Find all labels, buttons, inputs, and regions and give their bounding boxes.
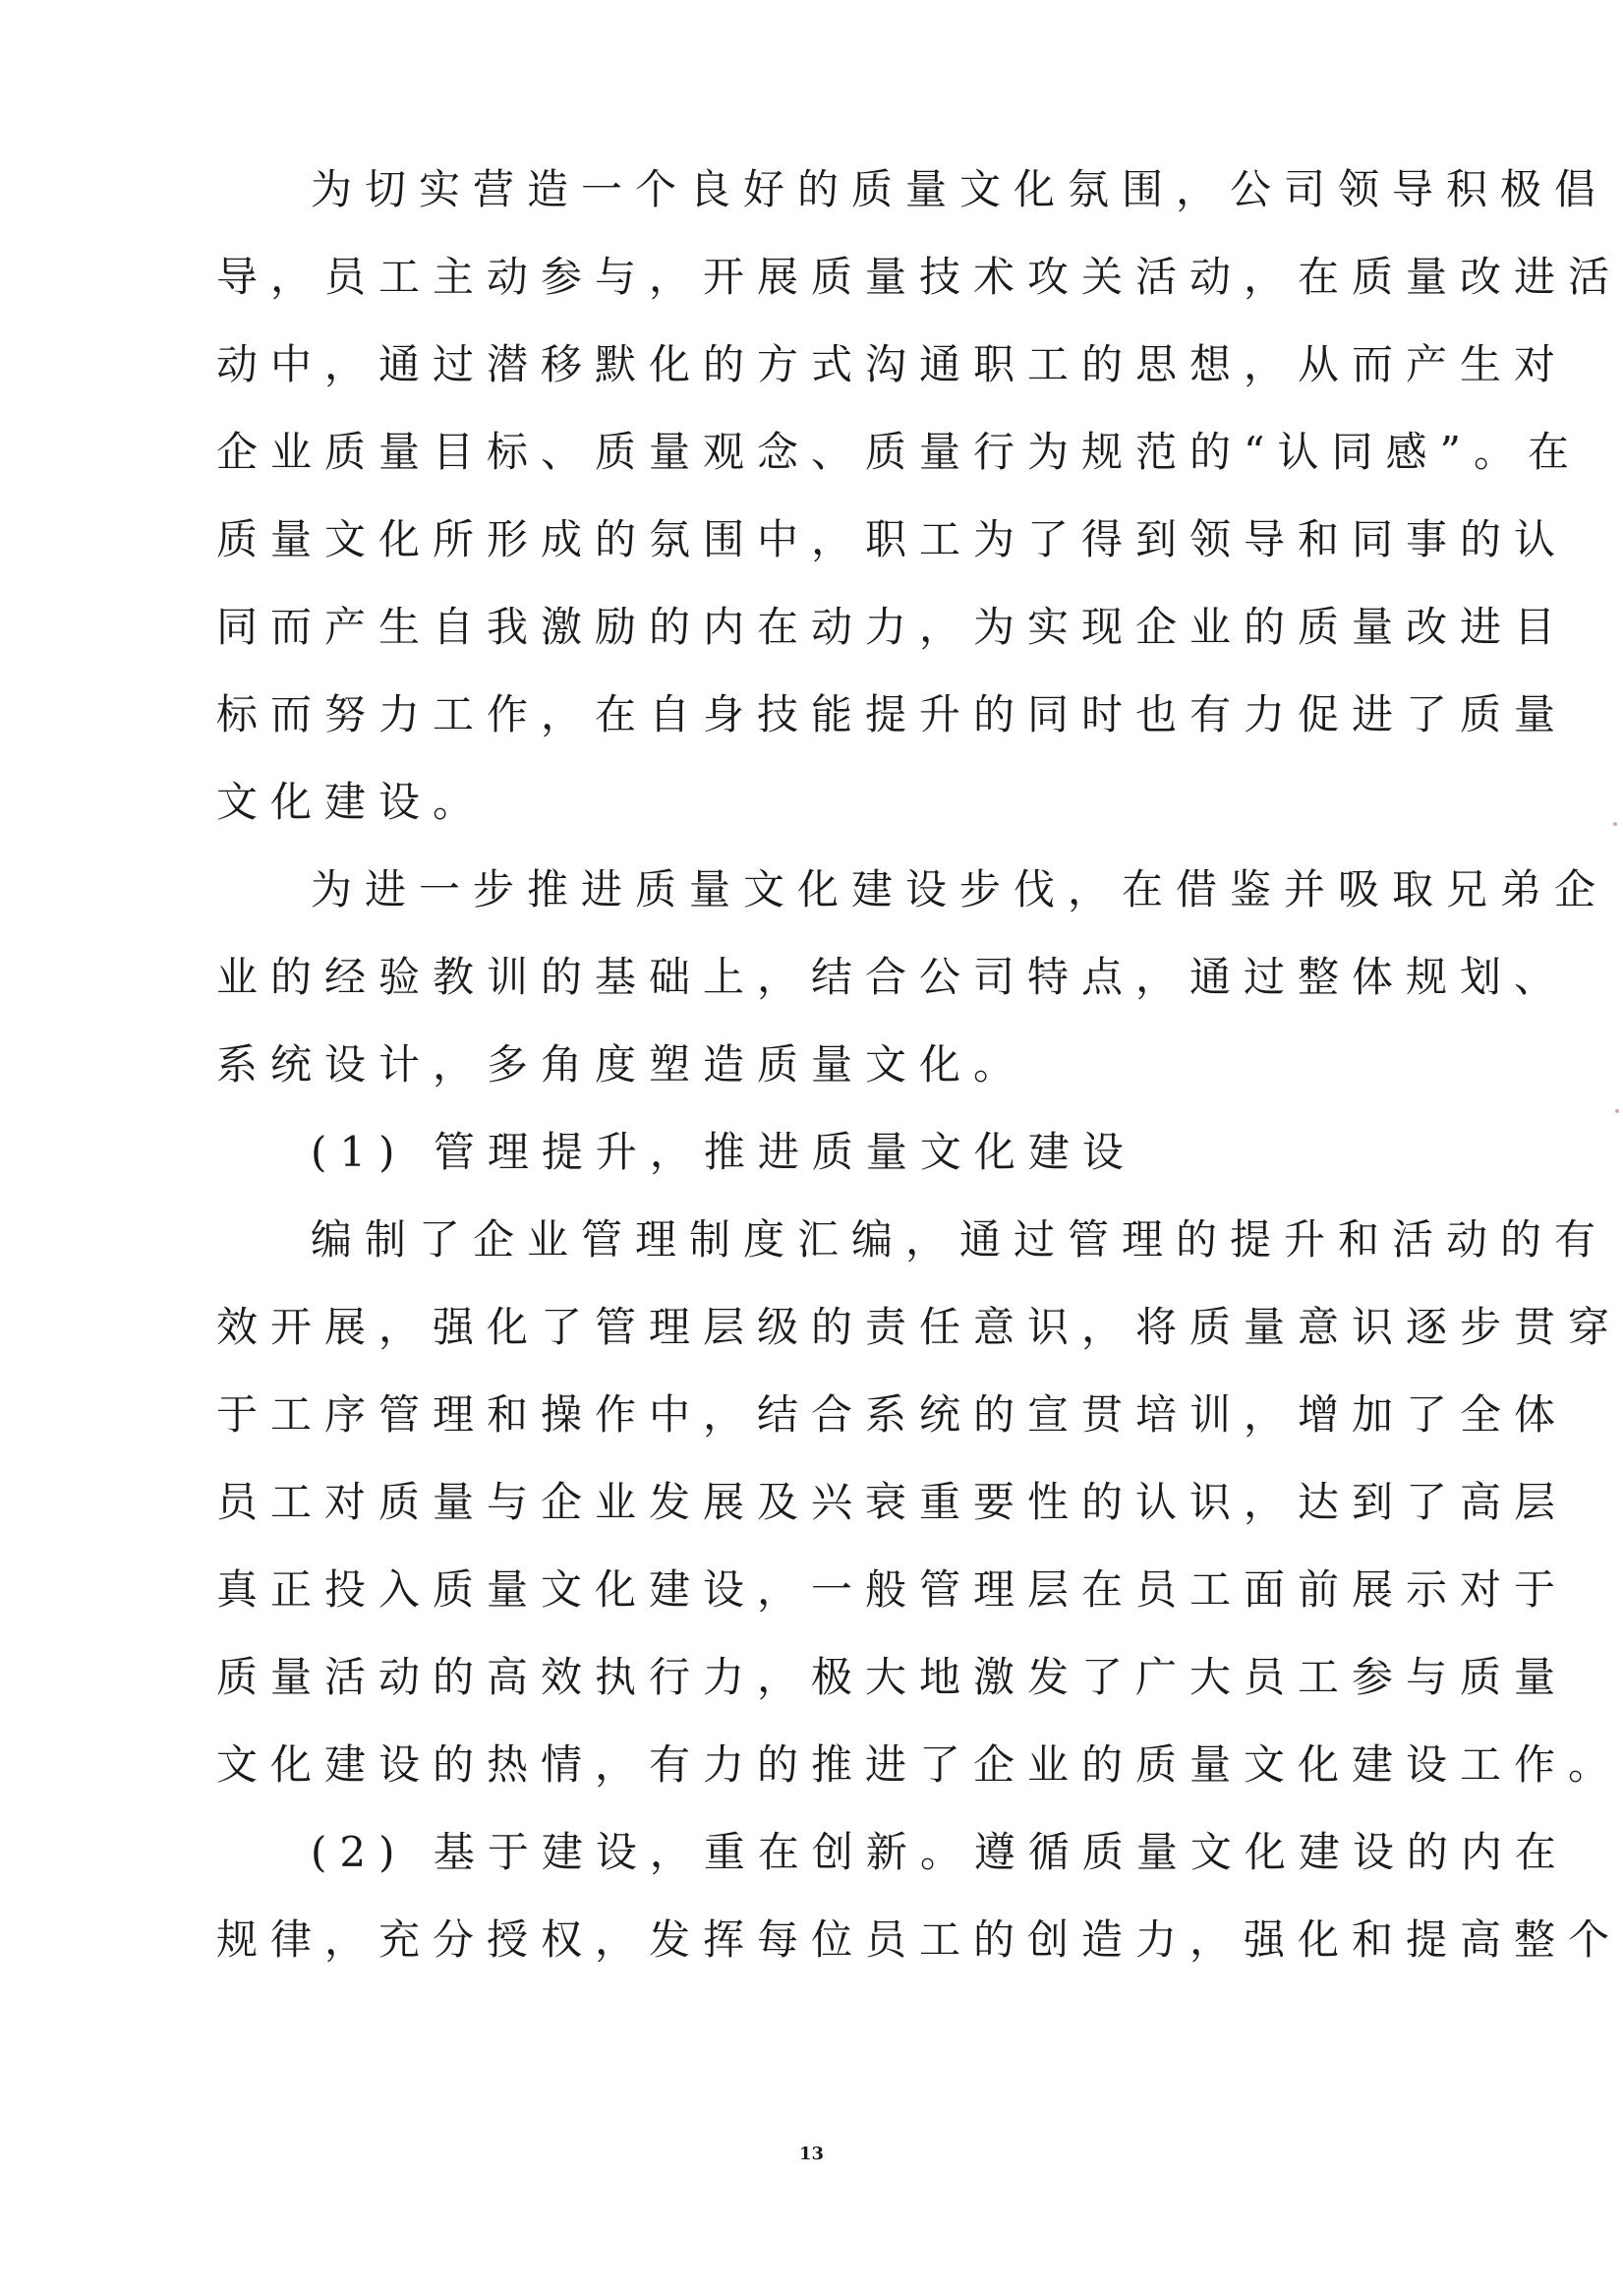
body-text <box>216 146 1623 1983</box>
paragraph-4-line-2: 规律，充分授权，发挥每位员工的创造力，强化和提高整个 <box>216 1915 1623 1964</box>
paragraph-3-line-2: 效开展，强化了管理层级的责任意识，将质量意识逐步贯穿 <box>216 1303 1623 1351</box>
paragraph-1-line-8: 文化建设。 <box>216 778 488 826</box>
scan-mark <box>1615 1109 1619 1113</box>
paragraph-4-line-1: (2) 基于建设，重在创新。遵循质量文化建设的内在 <box>311 1828 1569 1876</box>
paragraph-1-line-2: 导，员工主动参与，开展质量技术攻关活动，在质量改进活 <box>216 253 1623 301</box>
paragraph-1-line-5: 质量文化所形成的氛围中，职工为了得到领导和同事的认 <box>216 515 1569 563</box>
paragraph-1-line-4: 企业质量目标、质量观念、质量行为规范的“认同感”。在 <box>216 428 1582 476</box>
paragraph-3-line-5: 真正投入质量文化建设，一般管理层在员工面前展示对于 <box>216 1565 1569 1614</box>
paragraph-3-line-7: 文化建设的热情，有力的推进了企业的质量文化建设工作。 <box>216 1740 1623 1789</box>
paragraph-2-line-3: 系统设计，多角度塑造质量文化。 <box>216 1040 1028 1089</box>
page-number: 13 <box>798 2144 825 2164</box>
paragraph-1-line-7: 标而努力工作，在自身技能提升的同时也有力促进了质量 <box>216 690 1569 738</box>
paragraph-3-line-4: 员工对质量与企业发展及兴衰重要性的认识，达到了高层 <box>216 1478 1569 1526</box>
section-heading-1: (1) 管理提升，推进质量文化建设 <box>311 1128 1136 1176</box>
paragraph-2-line-1: 为进一步推进质量文化建设步伐，在借鉴并吸取兄弟企 <box>311 865 1609 913</box>
paragraph-2-line-2: 业的经验教训的基础上，结合公司特点，通过整体规划、 <box>216 953 1569 1001</box>
paragraph-1-line-1: 为切实营造一个良好的质量文化氛围，公司领导积极倡 <box>311 165 1609 213</box>
paragraph-3-line-1: 编制了企业管理制度汇编，通过管理的提升和活动的有 <box>311 1215 1609 1264</box>
paragraph-1-line-6: 同而产生自我激励的内在动力，为实现企业的质量改进目 <box>216 603 1569 651</box>
scan-mark <box>1613 822 1617 826</box>
paragraph-3-line-3: 于工序管理和操作中，结合系统的宣贯培训，增加了全体 <box>216 1390 1569 1439</box>
paragraph-3-line-6: 质量活动的高效执行力，极大地激发了广大员工参与质量 <box>216 1653 1569 1701</box>
paragraph-1-line-3: 动中，通过潜移默化的方式沟通职工的思想，从而产生对 <box>216 340 1569 388</box>
